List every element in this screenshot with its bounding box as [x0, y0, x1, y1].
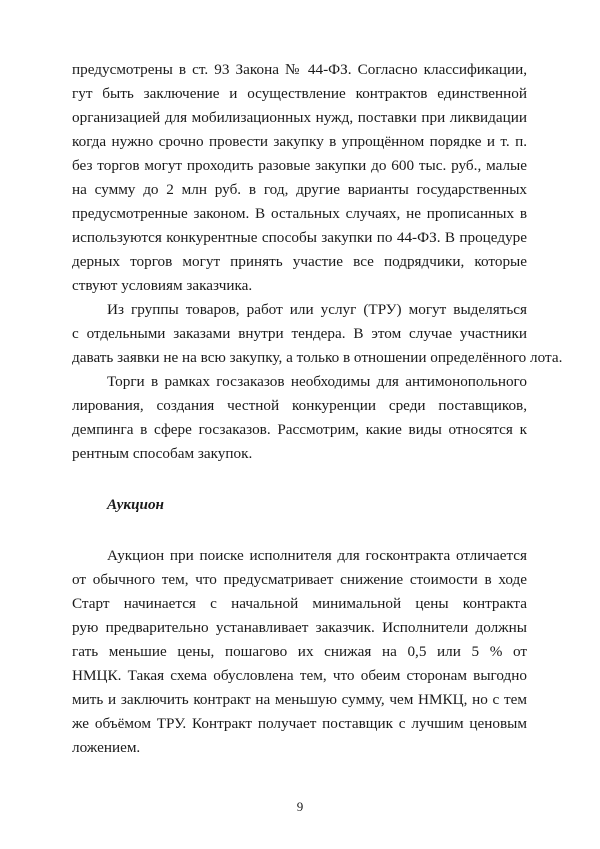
- paragraph-line: предусмотрены в ст. 93 Закона № 44-ФЗ. Согласно классификации,: [72, 61, 527, 78]
- paragraph-line: рую предварительно устанавливает заказчик. Исполнители должны: [72, 619, 527, 636]
- paragraph-line: Аукцион при поиске исполнителя для госконтракта отличается: [107, 547, 527, 564]
- paragraph-line: с отдельными заказами внутри тендера. В этом случае участники: [72, 325, 527, 342]
- paragraph-line: предусмотренные законом. В остальных случаях, не прописанных в: [72, 205, 527, 222]
- paragraph-line: Из группы товаров, работ или услуг (ТРУ) могут выделяться: [107, 301, 527, 318]
- paragraph-line: же объёмом ТРУ. Контракт получает поставщик с лучшим ценовым: [72, 715, 527, 732]
- paragraph-line: демпинга в сфере госзаказов. Рассмотрим, какие виды относятся к: [72, 421, 527, 438]
- paragraph-line: гут быть заключение и осуществление контрактов единственной: [72, 85, 527, 102]
- paragraph-line: ложением.: [72, 739, 141, 756]
- paragraph-line: лирования, создания честной конкуренции среди поставщиков,: [72, 397, 527, 414]
- paragraph-line: рентным способам закупок.: [72, 445, 253, 462]
- paragraph-line: мить и заключить контракт на меньшую сумму, чем НМКЦ, но с тем: [72, 691, 527, 708]
- paragraph-line: без торгов могут проходить разовые закупки до 600 тыс. руб., малые: [72, 157, 527, 174]
- paragraph-line: когда нужно срочно провести закупку в упрощённом порядке и т. п.: [72, 133, 527, 150]
- paragraph-line: используются конкурентные способы закупки по 44-ФЗ. В процедуре: [72, 229, 527, 246]
- paragraph-line: организацией для мобилизационных нужд, поставки при ликвидации: [72, 109, 527, 126]
- paragraph-line: на сумму до 2 млн руб. в год, другие варианты государственных: [72, 181, 527, 198]
- paragraph-line: гать меньшие цены, пошагово их снижая на 0,5 или 5 % от: [72, 643, 527, 660]
- paragraph-line: давать заявки не на всю закупку, а только в отношении определённого лота.: [72, 349, 563, 366]
- paragraph-line: от обычного тем, что предусматривает снижение стоимости в ходе: [72, 571, 527, 588]
- page-number: 9: [296, 799, 304, 814]
- section-heading: Аукцион: [107, 496, 164, 513]
- paragraph-line: НМЦК. Такая схема обусловлена тем, что обеим сторонам выгодно: [72, 667, 527, 684]
- paragraph-line: Старт начинается с начальной минимальной цены контракта: [72, 595, 527, 612]
- paragraph-line: дерных торгов могут принять участие все подрядчики, которые: [72, 253, 527, 270]
- paragraph-line: ствуют условиям заказчика.: [72, 277, 253, 294]
- paragraph-line: Торги в рамках госзаказов необходимы для антимонопольного: [107, 373, 527, 390]
